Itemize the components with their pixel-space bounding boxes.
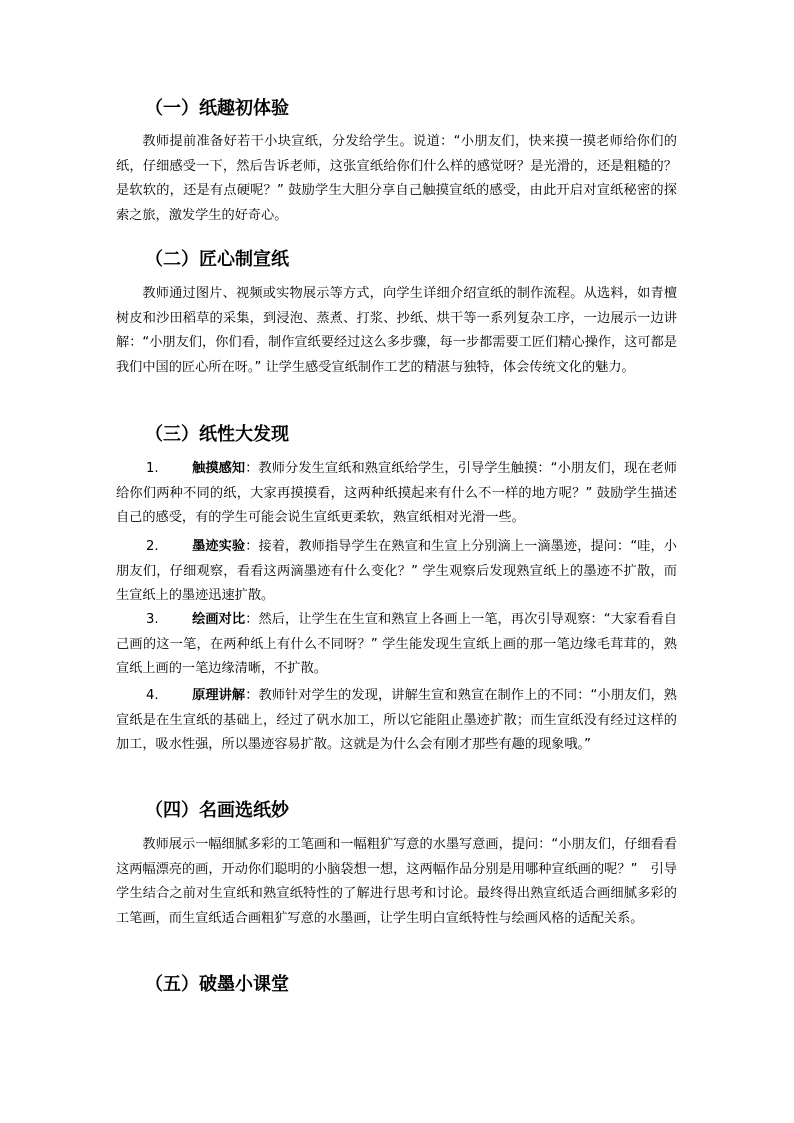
list-item-number: 2. (146, 539, 159, 554)
list-item-term: 触摸感知 (192, 461, 246, 476)
section-title-1: （一）纸趣初体验 (145, 98, 289, 119)
list-item-4 (116, 684, 677, 758)
list-item-number: 3. (146, 612, 159, 627)
section-title-2: （二）匠心制宣纸 (145, 249, 289, 270)
list-item-3 (116, 608, 677, 682)
section-title-3: （三）纸性大发现 (145, 424, 289, 445)
list-item-1 (116, 457, 677, 531)
list-item-term: 绘画对比 (192, 612, 246, 627)
list-item-number: 4. (146, 688, 159, 703)
list-item-text: ：教师针对学生的发现，讲解生宣和熟宣在制作上的不同：“小朋友们，熟宣纸是在生宣纸的基础上，经过了矾水加工，所以它能阻止墨迹扩散；而生宣纸没有经过这样的加工，吸水性强，所以墨迹容易扩散。这就是为什么会有刚才那些有趣的现象哦。” (116, 688, 677, 752)
list-item-term: 原理讲解 (192, 688, 246, 703)
list-item-2 (116, 535, 677, 609)
list-item-text: ：然后，让学生在生宣和熟宣上各画上一笔，再次引导观察：“大家看看自己画的这一笔，在两种纸上有什么不同呀？” 学生能发现生宣纸上画的那一笔边缘毛茸茸的，熟宣纸上画的一笔边缘清晰，不扩散。 (116, 612, 677, 676)
section-2-paragraph: 教师通过图片、视频或实物展示等方式，向学生详细介绍宣纸的制作流程。从选料，如青檀树皮和沙田稻草的采集，到浸泡、蒸煮、打浆、抄纸、烘干等一系列复杂工序，一边展示一边讲解：“小朋友们，你们看，制作宣纸要经过这么多步骤，每一步都需要工匠们精心操作，这可都是我们中国的匠心所在呀。” 让学生感受宣纸制作工艺的精湛与独特，体会传统文化的魅力。 (116, 286, 677, 375)
section-title-4: （四）名画选纸妙 (145, 800, 289, 821)
section-1-paragraph: 教师提前准备好若干小块宣纸，分发给学生。说道：“小朋友们，快来摸一摸老师给你们的纸，仔细感受一下，然后告诉老师，这张宣纸给你们什么样的感觉呀？是光滑的，还是粗糙的？是软软的，还是有点硬呢？” 鼓励学生大胆分享自己触摸宣纸的感受，由此开启对宣纸秘密的探索之旅，激发学生的好奇心。 (116, 134, 677, 223)
section-title-5: （五）破墨小课堂 (145, 974, 289, 995)
list-item-term: 墨迹实验 (192, 539, 246, 554)
list-item-text: ：教师分发生宣纸和熟宣纸给学生，引导学生触摸：“小朋友们，现在老师给你们两种不同的纸，大家再摸摸看，这两种纸摸起来有什么不一样的地方呢？” 鼓励学生描述自己的感受，有的学生可能会说生宣纸更柔软，熟宣纸相对光滑一些。 (116, 461, 677, 525)
section-4-paragraph: 教师展示一幅细腻多彩的工笔画和一幅粗犷写意的水墨写意画，提问：“小朋友们，仔细看看这两幅漂亮的画，开动你们聪明的小脑袋想一想，这两幅作品分别是用哪种宣纸画的呢？” 引导学生结合之前对生宣纸和熟宣纸特性的了解进行思考和讨论。最终得出熟宣纸适合画细腻多彩的工笔画，而生宣纸适合画粗犷写意的水墨画，让学生明白宣纸特性与绘画风格的适配关系。 (116, 837, 677, 926)
list-item-number: 1. (146, 461, 159, 476)
list-item-text: ：接着，教师指导学生在熟宣和生宣上分别滴上一滴墨迹，提问：“哇，小朋友们，仔细观察，看看这两滴墨迹有什么变化？” 学生观察后发现熟宣纸上的墨迹不扩散，而生宣纸上的墨迹迅速扩散。 (116, 539, 677, 603)
